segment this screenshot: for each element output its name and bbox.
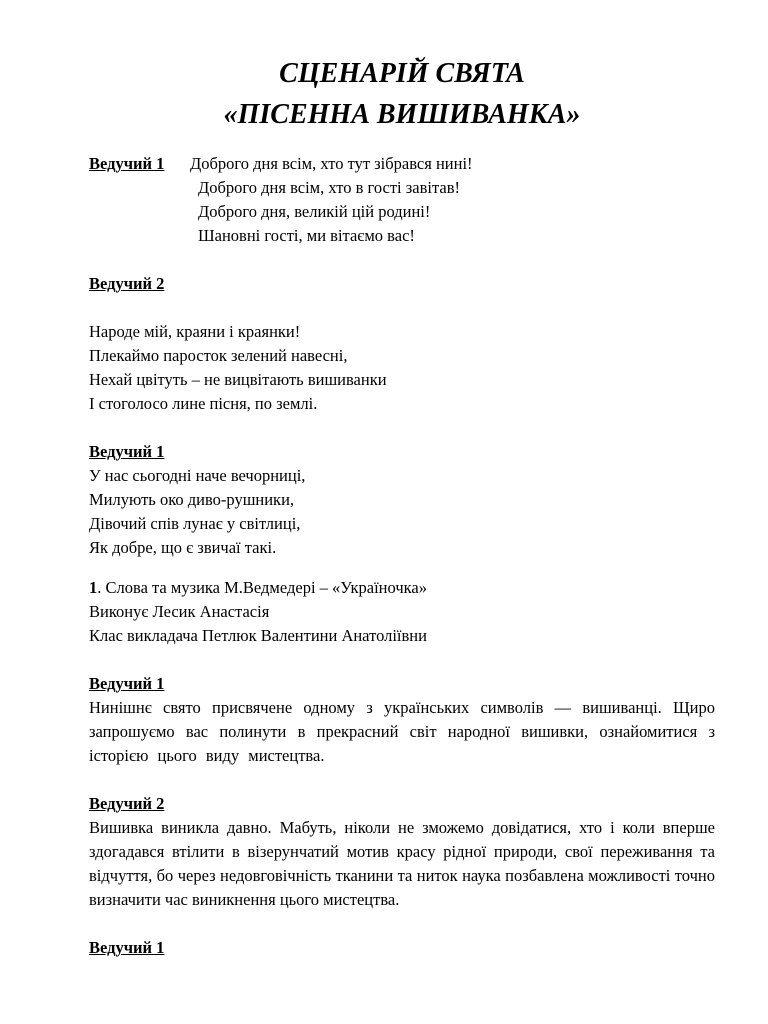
verse-line: Доброго дня всім, хто тут зібрався нині! [190, 154, 473, 173]
performance-text: . Слова та музика М.Ведмедері – «Україночка» [97, 578, 427, 597]
performance-number: 1 [89, 578, 98, 597]
verse-line: Доброго дня, великій цій родині! [198, 202, 431, 221]
speaker-heading: Ведучий 1 [89, 442, 165, 461]
paragraph: Нинішнє свято присвячене одному з українських символів — вишиванці. Щиро запрошуємо вас полинути в прекрасний світ народної вишивки, ознайомитися з історією цього виду мистецтва. [89, 698, 715, 765]
speaker-heading: Ведучий 1 [89, 154, 165, 173]
performance-title [89, 576, 427, 600]
speaker-heading: Ведучий 2 [89, 274, 165, 293]
title-line-2: «ПІСЕННА ВИШИВАНКА» [223, 99, 581, 130]
title-line-1: СЦЕНАРІЙ СВЯТА [279, 58, 525, 89]
verse-line: Милують око диво-рушники, [89, 490, 295, 509]
verse-line: Плекаймо паросток зелений навесні, [89, 346, 348, 365]
speaker-heading: Ведучий 1 [89, 938, 165, 957]
verse-line: Народе мій, краяни і краянки! [89, 322, 301, 341]
performance-performer: Виконує Лесик Анастасія [89, 602, 270, 621]
verse-line: Шановні гості, ми вітаємо вас! [198, 226, 415, 245]
verse-line: І стоголосо лине пісня, по землі. [89, 394, 318, 413]
verse-line: У нас сьогодні наче вечорниці, [89, 466, 306, 485]
performance-teacher: Клас викладача Петлюк Валентини Анатоліївни [89, 626, 427, 645]
verse-line: Дівочий спів лунає у світлиці, [89, 514, 301, 533]
verse-line: Як добре, що є звичаї такі. [89, 538, 277, 557]
verse-line: Нехай цвітуть – не вицвітають вишиванки [89, 370, 387, 389]
speaker-heading: Ведучий 2 [89, 794, 165, 813]
verse-line: Доброго дня всім, хто в гості завітав! [198, 178, 460, 197]
speaker-heading: Ведучий 1 [89, 674, 165, 693]
paragraph: Вишивка виникла давно. Мабуть, ніколи не зможемо довідатися, хто і коли вперше здогадався втілити в візерунчатий мотив красу рідної природи, свої переживання та відчуття, бо через недовговічність тканини та ниток наука позбавлена можливості точно визначити час виникнення цього мистецтва. [89, 818, 715, 909]
